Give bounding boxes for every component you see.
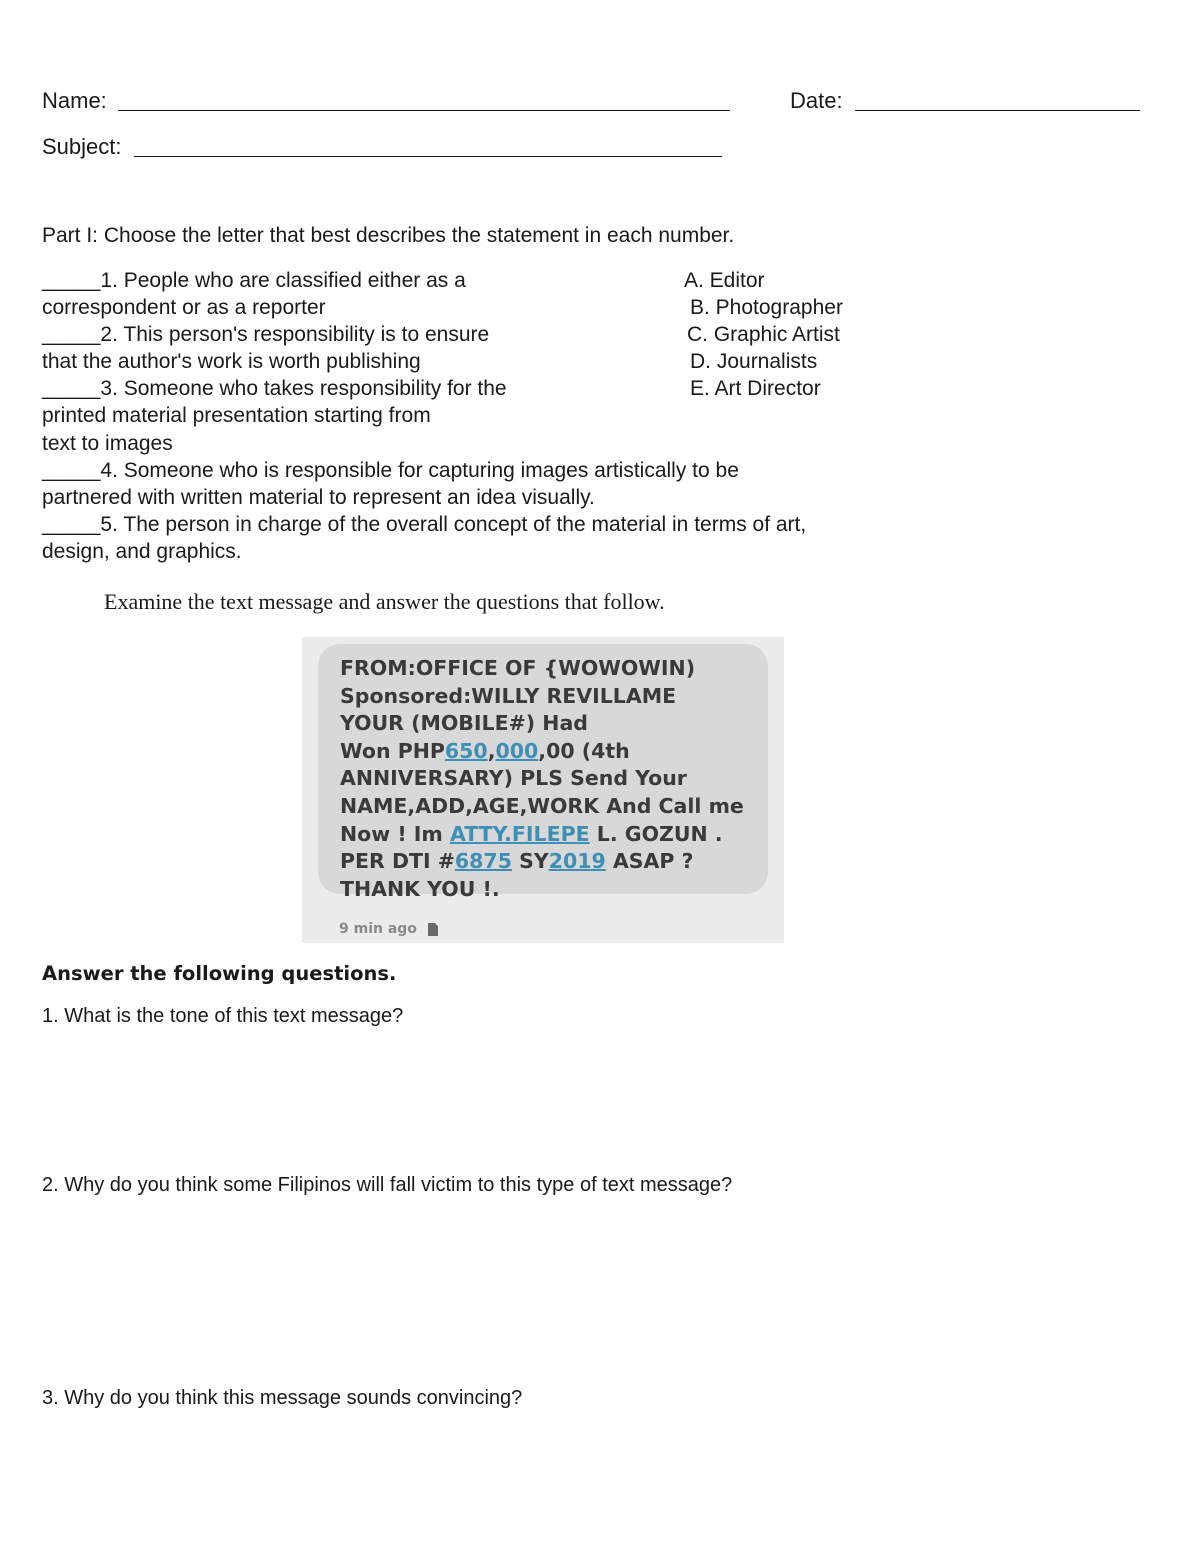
part1-instruction: Part I: Choose the letter that best describes the statement in each number. — [42, 224, 735, 247]
question-1: 1. What is the tone of this text message? — [42, 1005, 404, 1027]
item-5-line2: design, and graphics. — [42, 540, 242, 563]
subject-label: Subject: — [42, 134, 122, 159]
sms-message-text — [340, 655, 744, 903]
questions-heading: Answer the following questions. — [42, 962, 397, 985]
sms-text: Won PHP — [340, 738, 445, 763]
sms-text: SY — [511, 849, 549, 874]
sms-line: YOUR (MOBILE#) Had — [340, 711, 588, 736]
choice-b: B. Photographer — [690, 296, 843, 319]
sms-line — [340, 738, 744, 766]
choice-c: C. Graphic Artist — [687, 323, 840, 346]
sms-text: , — [487, 738, 496, 763]
sms-line: NAME,ADD,AGE,WORK And Call me — [340, 793, 744, 818]
sms-line: THANK YOU !. — [340, 876, 500, 901]
item-1-line2: correspondent or as a reporter — [42, 296, 326, 319]
sms-number-link[interactable]: 6875 — [454, 849, 512, 874]
sms-web-link[interactable]: ATTY.FILEPE — [449, 821, 590, 846]
sms-line — [340, 848, 744, 876]
question-3: 3. Why do you think this message sounds convincing? — [42, 1387, 523, 1409]
subject-blank[interactable] — [134, 156, 722, 157]
sms-number-link[interactable]: 2019 — [548, 849, 606, 874]
sms-text: ASAP ? — [605, 849, 694, 874]
sms-line — [340, 821, 744, 849]
sms-text: L. GOZUN . — [589, 821, 723, 846]
item-2-line1: _____2. This person's responsibility is to ensure — [42, 323, 490, 346]
item-2-line2: that the author's work is worth publishing — [42, 350, 421, 373]
item-4-line2: partnered with written material to represent an idea visually. — [42, 486, 595, 509]
sim-card-icon — [428, 923, 438, 936]
item-3-line3: text to images — [42, 432, 173, 455]
sms-line: Sponsored:WILLY REVILLAME — [340, 683, 677, 708]
sms-line: FROM:OFFICE OF {WOWOWIN) — [340, 656, 696, 680]
choice-e: E. Art Director — [690, 377, 821, 400]
sms-timestamp: 9 min ago — [339, 921, 417, 937]
name-label: Name: — [42, 88, 107, 113]
item-4-line1: _____4. Someone who is responsible for capturing images artistically to be — [42, 459, 739, 482]
question-2: 2. Why do you think some Filipinos will fall victim to this type of text message? — [42, 1174, 733, 1196]
item-5-line1: _____5. The person in charge of the overall concept of the material in terms of art, — [42, 513, 807, 536]
sms-line: ANNIVERSARY) PLS Send Your — [340, 766, 687, 791]
choice-d: D. Journalists — [690, 350, 818, 373]
sms-text: ,00 (4th — [538, 738, 630, 763]
date-label: Date: — [790, 88, 843, 113]
sms-screenshot — [302, 637, 784, 943]
examine-instruction: Examine the text message and answer the questions that follow. — [104, 589, 665, 614]
choice-a: A. Editor — [684, 269, 765, 292]
sms-text: PER DTI # — [340, 849, 455, 874]
sms-text: Now ! Im — [340, 821, 450, 846]
item-3-line1: _____3. Someone who takes responsibility for the — [42, 377, 507, 400]
name-blank[interactable] — [118, 110, 730, 111]
date-blank[interactable] — [855, 110, 1140, 111]
item-1-line1: _____1. People who are classified either as a — [42, 269, 466, 292]
sms-number-link[interactable]: 650 — [444, 738, 488, 763]
sms-number-link[interactable]: 000 — [495, 738, 539, 763]
item-3-line2: printed material presentation starting from — [42, 404, 431, 427]
